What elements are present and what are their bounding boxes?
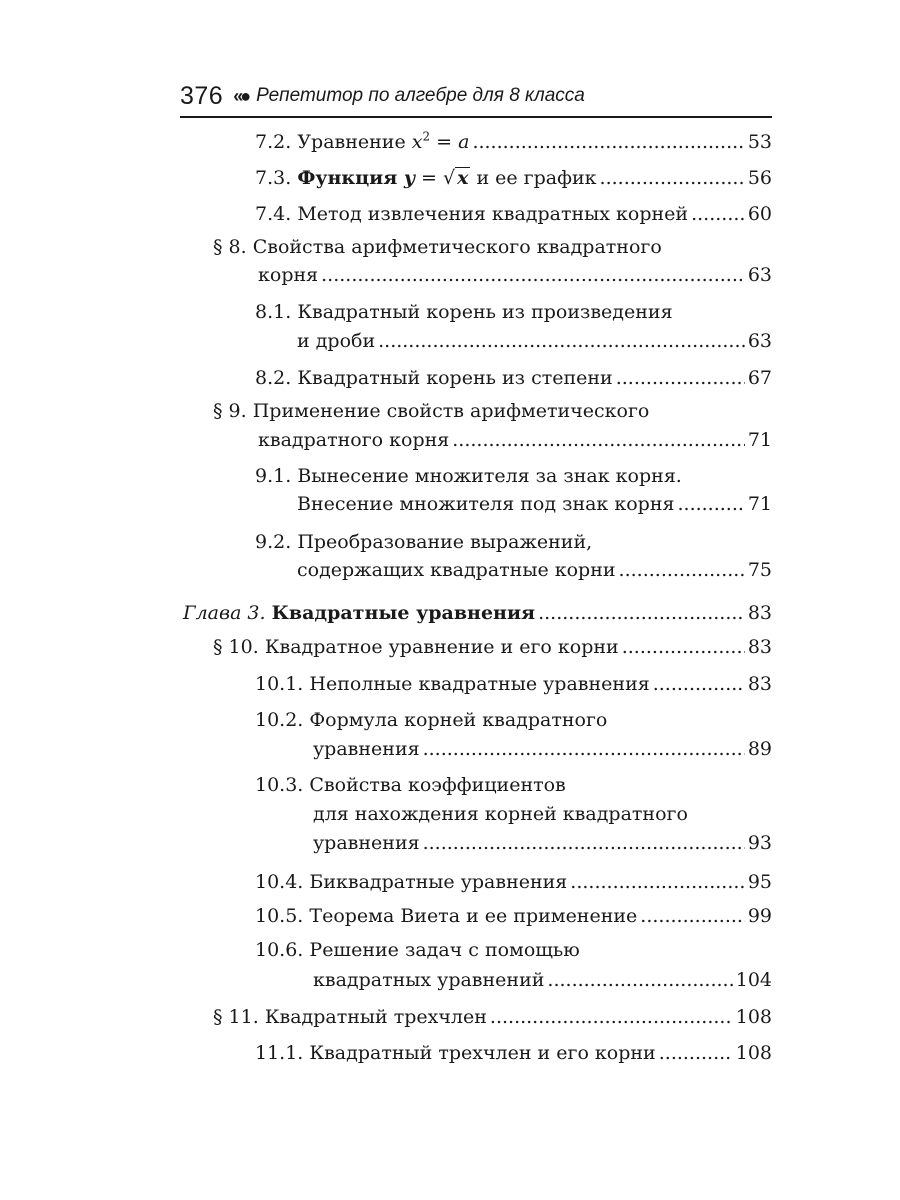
- toc-entry-title: корня: [258, 264, 319, 286]
- toc-section-10[interactable]: [213, 633, 772, 661]
- book-title: Репетитор по алгебре для 8 класса: [256, 85, 585, 106]
- toc-entry-10-4[interactable]: [255, 868, 772, 896]
- toc-entry-10-3[interactable]: [313, 829, 772, 857]
- toc-entry-11-1[interactable]: [255, 1039, 772, 1067]
- toc-page-number: 60: [747, 203, 772, 225]
- toc-entry-title: 7.2. Уравнение $x^2 = a$: [255, 129, 470, 153]
- toc-entry-10-3-line2[interactable]: для нахождения корней квадратного: [313, 803, 688, 825]
- toc-entry-title: 10.5. Теорема Виета и ее применение: [255, 905, 638, 927]
- toc-entry-title: и дроби: [297, 330, 376, 352]
- toc-page-number: 83: [747, 602, 772, 624]
- dot-leader: [472, 128, 744, 156]
- toc-entry-title: Глава 3. Квадратные уравнения: [183, 602, 536, 624]
- toc-section-9-title[interactable]: § 9. Применение свойств арифметического: [213, 400, 650, 422]
- sqrt-operand: x: [457, 167, 469, 189]
- toc-entry-title: § 10. Квадратное уравнение и его корни: [213, 636, 619, 658]
- toc-entry-10-1[interactable]: [255, 670, 772, 698]
- toc-page-number: 67: [747, 367, 772, 389]
- toc-chapter-3[interactable]: [183, 599, 772, 627]
- toc-entry-9-1-title[interactable]: 9.1. Вынесение множителя за знак корня.: [255, 465, 682, 487]
- running-header: [180, 76, 772, 118]
- toc-page-number: 63: [747, 264, 772, 286]
- toc-entry-title: § 11. Квадратный трехчлен: [213, 1006, 487, 1028]
- dot-leader: [423, 829, 745, 857]
- toc-section-11[interactable]: [213, 1003, 772, 1031]
- toc-section-8[interactable]: [258, 261, 772, 289]
- toc-entry-title: квадратных уравнений: [313, 969, 545, 991]
- toc-entry-10-6-title[interactable]: 10.6. Решение задач с помощью: [255, 939, 580, 961]
- toc-entry-title: уравнения: [313, 832, 420, 854]
- toc-entry-title: 7.4. Метод извлечения квадратных корней: [255, 203, 689, 225]
- dot-leader: [616, 364, 745, 392]
- toc-page-number: 99: [747, 905, 772, 927]
- toc-page-number: 93: [747, 832, 772, 854]
- dot-leader: [423, 735, 745, 763]
- toc-entry-7-2[interactable]: [255, 128, 772, 156]
- dot-leader: [659, 1039, 733, 1067]
- toc-page-number: 95: [747, 871, 772, 893]
- toc-entry-8-1[interactable]: [297, 327, 772, 355]
- toc-entry-title: 10.1. Неполные квадратные уравнения: [255, 673, 650, 695]
- dot-leader: [691, 200, 745, 228]
- toc-entry-title: 11.1. Квадратный трехчлен и его корни: [255, 1042, 656, 1064]
- dot-leader: [378, 327, 745, 355]
- toc-entry-10-6[interactable]: [313, 966, 772, 994]
- toc-entry-10-3-title[interactable]: 10.3. Свойства коэффициентов: [255, 774, 566, 796]
- dot-leader: [490, 1003, 733, 1031]
- toc-entry-10-5[interactable]: [255, 902, 772, 930]
- toc-page-number: 53: [747, 131, 772, 153]
- dot-leader: [321, 261, 745, 289]
- toc-entry-7-4[interactable]: [255, 200, 772, 228]
- toc-entry-title: Внесение множителя под знак корня: [297, 493, 675, 515]
- dot-leader: [538, 599, 745, 627]
- toc-section-8-title[interactable]: § 8. Свойства арифметического квадратного: [213, 236, 662, 258]
- toc-page-number: 83: [747, 636, 772, 658]
- toc-entry-title: 7.3. Функция y = √ x и ее график: [255, 167, 597, 189]
- toc-entry-title: содержащих квадратные корни: [297, 559, 616, 581]
- dot-leader: [600, 164, 745, 192]
- dot-leader: [677, 490, 744, 518]
- dot-leader: [619, 556, 745, 584]
- page-number: 376: [180, 81, 224, 110]
- toc-entry-title: 8.2. Квадратный корень из степени: [255, 367, 613, 389]
- toc-entry-10-2-title[interactable]: 10.2. Формула корней квадратного: [255, 709, 608, 731]
- toc-page-number: 63: [747, 330, 772, 352]
- toc-entry-9-2[interactable]: [297, 556, 772, 584]
- toc-entry-8-1-title[interactable]: 8.1. Квадратный корень из произведения: [255, 301, 673, 323]
- dot-leader: [547, 966, 732, 994]
- dot-leader: [570, 868, 745, 896]
- dot-leader: [653, 670, 745, 698]
- toc-entry-10-2[interactable]: [313, 735, 772, 763]
- toc-page-number: 83: [747, 673, 772, 695]
- toc-page-number: 75: [747, 559, 772, 581]
- toc-section-9[interactable]: [258, 426, 772, 454]
- toc-entry-9-1[interactable]: [297, 490, 772, 518]
- toc-page-number: 89: [747, 738, 772, 760]
- toc-page-number: 71: [747, 429, 772, 451]
- toc-page-number: 104: [735, 969, 772, 991]
- dot-leader: [452, 426, 745, 454]
- toc-page-number: 56: [747, 167, 772, 189]
- toc-entry-title: уравнения: [313, 738, 420, 760]
- toc-entry-title: квадратного корня: [258, 429, 450, 451]
- toc-page-number: 108: [735, 1042, 772, 1064]
- toc-entry-7-3[interactable]: [255, 164, 772, 192]
- dot-leader: [640, 902, 745, 930]
- toc-entry-title: 10.4. Биквадратные уравнения: [255, 871, 568, 893]
- toc-page-number: 108: [735, 1006, 772, 1028]
- header-marker-icon: «●: [233, 85, 249, 106]
- toc-entry-8-2[interactable]: [255, 364, 772, 392]
- toc-entry-9-2-title[interactable]: 9.2. Преобразование выражений,: [255, 531, 593, 553]
- toc-page-number: 71: [747, 493, 772, 515]
- dot-leader: [622, 633, 745, 661]
